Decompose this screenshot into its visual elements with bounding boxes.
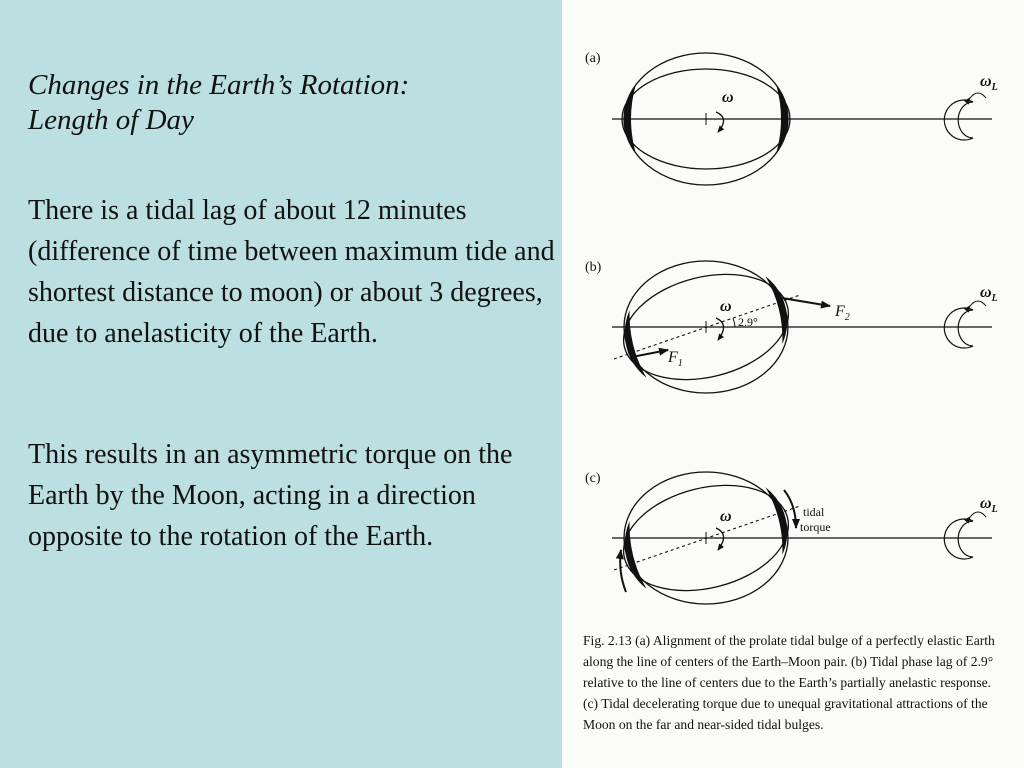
moon-crescent xyxy=(944,308,973,348)
panel-a-label: (a) xyxy=(585,51,601,66)
panel-b-label: (b) xyxy=(585,260,602,275)
title-line-1: Changes in the Earth’s Rotation: xyxy=(28,69,410,101)
omega-moon-label: $\omega_L$ xyxy=(980,73,998,93)
near-side-bulge xyxy=(765,273,794,344)
far-side-bulge xyxy=(618,310,647,381)
panel-c xyxy=(585,469,998,607)
lag-angle-label: 2.9° xyxy=(738,315,758,329)
tidal-bulge-figure xyxy=(562,0,1024,630)
omega-label: ω xyxy=(722,89,734,106)
title-line-2: Length of Day xyxy=(28,104,194,136)
near-side-bulge xyxy=(765,484,794,555)
lag-angle-arc xyxy=(733,318,735,327)
rotation-arrow xyxy=(716,528,724,550)
moon-rotation-arrow xyxy=(970,512,986,517)
moon-rotation-arrow xyxy=(970,93,986,98)
omega-label: ω xyxy=(720,508,732,525)
omega-label: ω xyxy=(720,298,732,315)
tidal-torque-label-line1: tidal xyxy=(803,505,825,519)
force-f2-label: $F_2$ xyxy=(835,303,850,323)
panel-a xyxy=(585,51,998,185)
tidal-lag-paragraph: There is a tidal lag of about 12 minutes (difference of time between maximum tide and shortest distance to moon) or about 3 degrees, due to anelasticity of the Earth. xyxy=(28,195,555,349)
moon-rotation-arrow xyxy=(970,301,986,306)
tidal-torque-label-line2: torque xyxy=(800,520,831,534)
omega-moon-label: $\omega_L$ xyxy=(980,495,998,515)
rotation-arrow xyxy=(716,112,724,132)
panel-b xyxy=(585,258,998,396)
panel-c-label: (c) xyxy=(585,471,601,486)
moon-crescent xyxy=(944,100,973,140)
far-torque-arrow xyxy=(620,550,626,592)
moon-crescent xyxy=(944,519,973,559)
force-f2-arrow xyxy=(782,298,830,306)
force-f1-label: $F_1$ xyxy=(668,349,683,369)
omega-moon-label: $\omega_L$ xyxy=(980,284,998,304)
figure-caption: Fig. 2.13 (a) Alignment of the prolate tidal bulge of a perfectly elastic Earth along the line of centers of the Earth–Moon pair. (b) Tidal phase lag of 2.9° relative to the line of centers due to the Earth’s partially anelastic response. (c) Tidal decelerating torque due to unequal gravitational attractions of the Moon on the far and near-sided tidal bulges. xyxy=(583,633,995,732)
slide-title xyxy=(28,68,548,138)
torque-paragraph: This results in an asymmetric torque on the Earth by the Moon, acting in a direction opposite to the rotation of the Earth. xyxy=(28,439,513,552)
